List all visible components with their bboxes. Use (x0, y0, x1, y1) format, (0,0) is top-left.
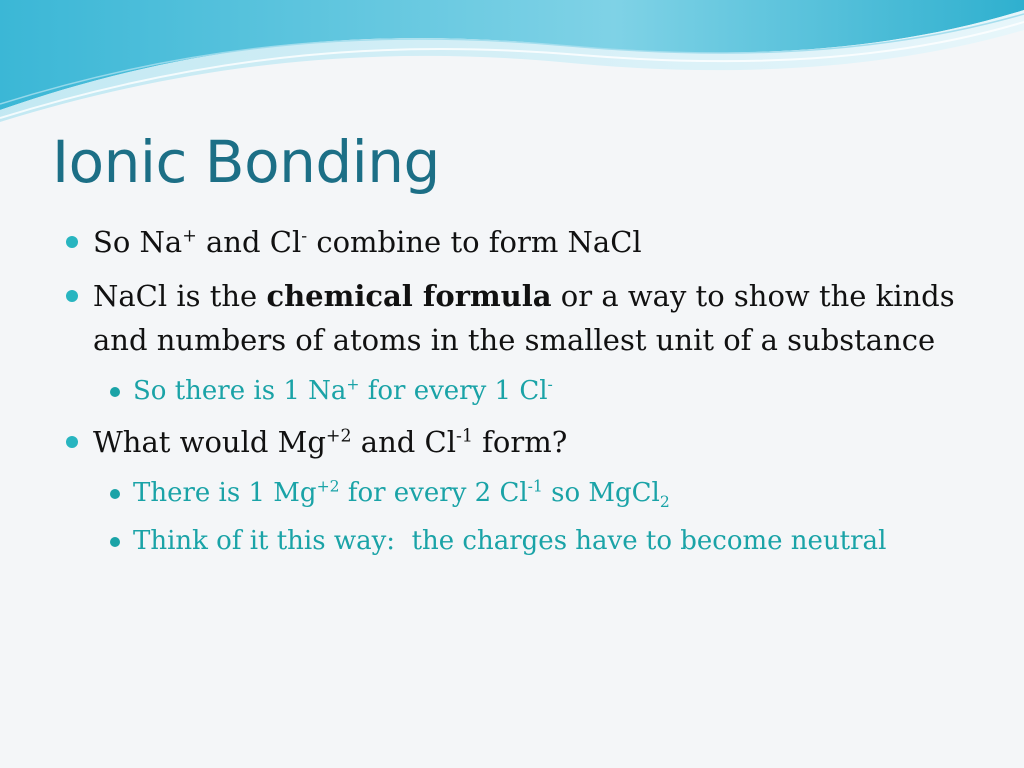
bullet-dot (66, 236, 78, 248)
bullet-dot (66, 290, 78, 302)
bullet-item: So Na+ and Cl- combine to form NaCl (60, 220, 990, 264)
sub-bullet-dot (110, 537, 120, 547)
sub-bullet-item: There is 1 $Mg^{+2}$ for every 2 $Cl^{-1}$ so MgCl$_2$ (60, 474, 990, 512)
sub-bullet-dot (110, 387, 120, 397)
sub-bullet-item: Think of it this way: the charges have to become neutral (60, 522, 990, 560)
bullet-item: What would $Mg^{+2}$ and $Cl^{-1}$ form? (60, 420, 990, 464)
sub-bullet-dot (110, 489, 120, 499)
slide-title: Ionic Bonding (52, 128, 440, 196)
bullet-dot (66, 436, 78, 448)
slide-body (60, 220, 990, 570)
header-wave-decoration (0, 0, 1024, 130)
sub-bullet-item: So there is 1 Na+ for every 1 Cl- (60, 372, 990, 410)
bullet-item: NaCl is the chemical formula or a way to show the kinds and numbers of atoms in the smallest unit of a substance (60, 274, 990, 362)
